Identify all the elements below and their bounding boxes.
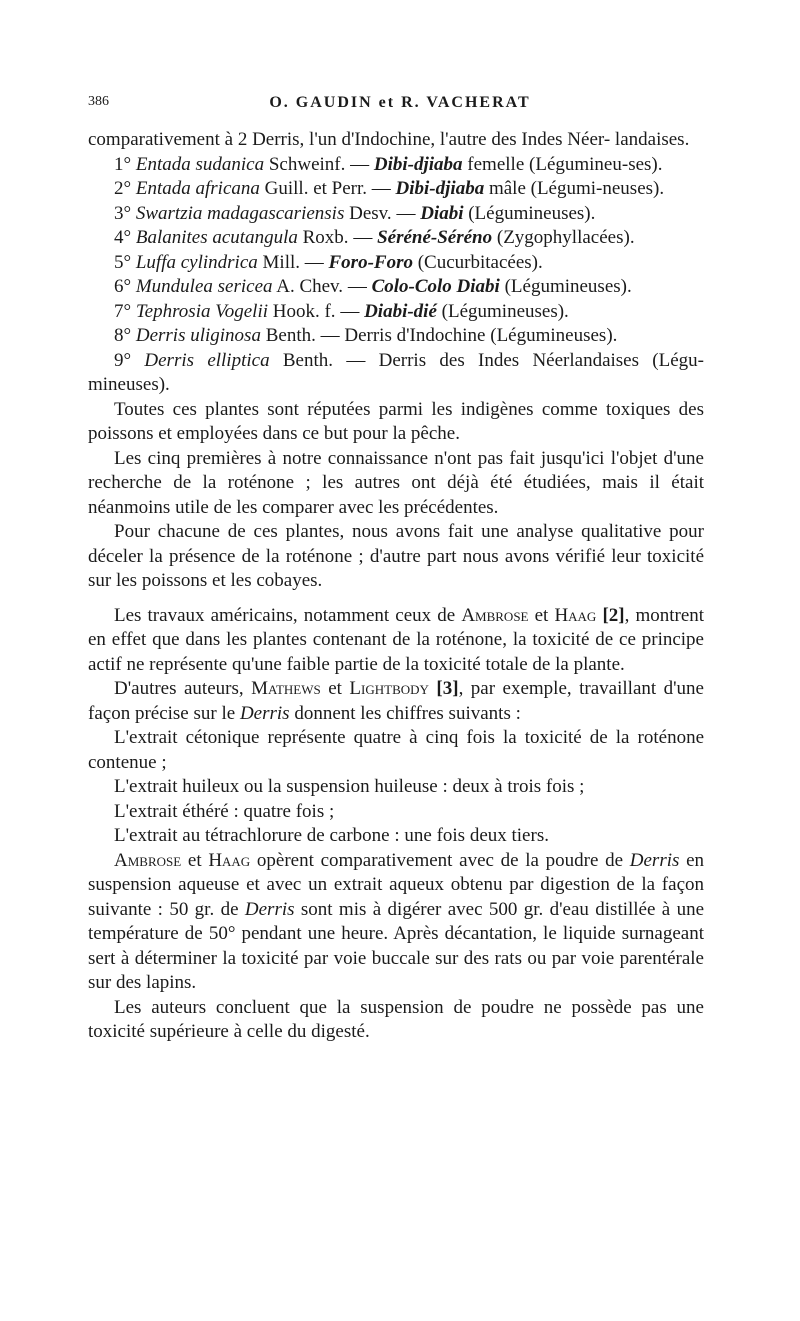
intro-paragraph: comparativement à 2 Derris, l'un d'Indochine, l'autre des Indes Néer- landaises.: [88, 129, 690, 150]
paragraph-1: Toutes ces plantes sont réputées parmi les indigènes comme toxiques des poissons et employées dans ce but pour la pêche.: [88, 398, 704, 444]
list-item: 5° Luffa cylindrica Mill. — Foro-Foro (Cucurbitacées).: [114, 251, 543, 273]
paragraph-3: Pour chacune de ces plantes, nous avons fait une analyse qualitative pour déceler la présence de la roténone ; d'autre part nous avons vérifié leur toxicité sur les poissons et les cobayes.: [88, 521, 704, 591]
list-item: 8° Derris uliginosa Benth. — Derris d'Indochine (Légumineuses).: [114, 325, 618, 346]
paragraph-2: Les cinq premières à notre connaissance n'ont pas fait jusqu'ici l'objet d'une recherche de la roténone ; les autres ont déjà été étudiées, mais il était néanmoins utile de les comparer avec les précédentes.: [88, 447, 704, 518]
body-text: [88, 128, 704, 1045]
paragraph-6: Ambrose et Haag opèrent comparativement avec de la poudre de Derris en suspension aqueuse et avec un extrait aqueux obtenu par digestion de la façon suivante : 50 gr. de Derris sont mis à digérer avec 500 gr. d'eau distillée à une température de 50° pendant une heure. Après décantation, le liquide surnageant sert à déterminer la toxicité par voie buccale sur des rats ou par voie parentérale sur des lapins.: [88, 849, 705, 993]
page-header: [88, 94, 712, 118]
toxicity-list: [88, 726, 704, 849]
list-item: 7° Tephrosia Vogelii Hook. f. — Diabi-dié (Légumineuses).: [114, 300, 569, 322]
list-item: 6° Mundulea sericea A. Chev. — Colo-Colo Diabi (Légumineuses).: [114, 276, 632, 297]
paragraph-7: Les auteurs concluent que la suspension de poudre ne possède pas une toxicité supérieure à celle du digesté.: [88, 996, 704, 1042]
running-head: O. GAUDIN et R. VACHERAT: [269, 94, 531, 111]
list-item: L'extrait éthéré : quatre fois ;: [114, 800, 335, 822]
list-item: 9° Derris elliptica Benth. — Derris des Indes Néerlandaises (Légu-mineuses).: [88, 349, 704, 395]
paragraph-4: Les travaux américains, notamment ceux de Ambrose et Haag [2], montrent en effet que dans les plantes contenant de la roténone, la toxicité de ce principe actif ne représente qu'une faible partie de la toxicité totale de la plante.: [88, 604, 705, 675]
list-item: L'extrait huileux ou la suspension huileuse : deux à trois fois ;: [114, 776, 585, 797]
list-item: 2° Entada africana Guill. et Perr. — Dibi-djiaba mâle (Légumi-neuses).: [114, 178, 665, 199]
list-item: 4° Balanites acutangula Roxb. — Séréné-Séréno (Zygophyllacées).: [114, 227, 635, 248]
list-item: 1° Entada sudanica Schweinf. — Dibi-djiaba femelle (Légumineu-ses).: [114, 153, 663, 175]
plant-list: [88, 153, 704, 398]
list-item: L'extrait cétonique représente quatre à cinq fois la toxicité de la roténone contenue ;: [88, 727, 704, 773]
list-item: 3° Swartzia madagascariensis Desv. — Diabi (Légumineuses).: [114, 202, 596, 224]
paragraph-5: D'autres auteurs, Mathews et Lightbody [3], par exemple, travaillant d'une façon précise sur le Derris donnent les chiffres suivants :: [88, 678, 704, 724]
list-item: L'extrait au tétrachlorure de carbone : une fois deux tiers.: [114, 825, 549, 846]
page-number: 386: [88, 94, 109, 109]
